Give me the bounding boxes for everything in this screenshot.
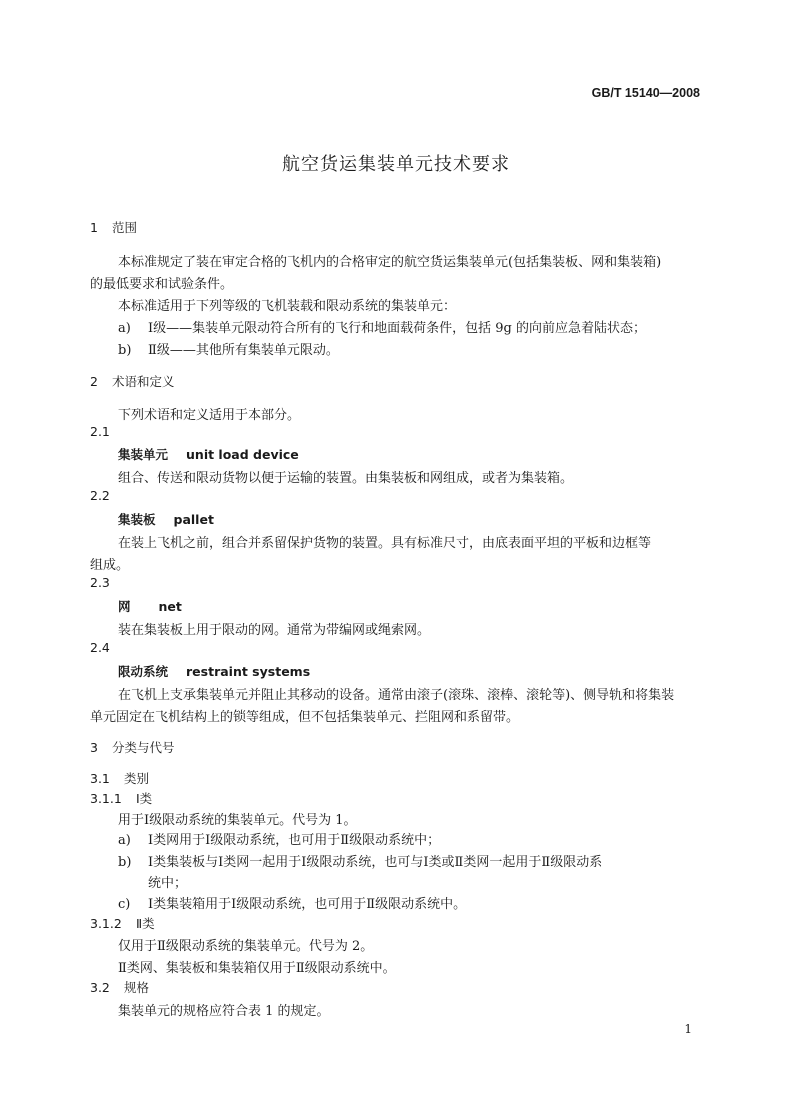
standard-number: GB/T 15140—2008 — [591, 86, 700, 100]
term-2-4-number: 2.4 — [90, 640, 110, 655]
term-2-3-number: 2.3 — [90, 575, 110, 590]
term-2-2-number: 2.2 — [90, 488, 110, 503]
term-2-2-definition-a: 在装上飞机之前，组合并系留保护货物的装置。具有标准尺寸，由底表面平坦的平板和边框等 — [118, 536, 652, 551]
section-3-1-1-intro: 用于Ⅰ级限动系统的集装单元。代号为 1。 — [118, 813, 357, 828]
term-2-2: 集装板 pallet — [118, 512, 214, 527]
term-2-4-definition-b: 单元固定在飞机结构上的锁等组成，但不包括集装单元、拦阻网和系留带。 — [90, 710, 520, 725]
document-title: 航空货运集装单元技术要求 — [282, 154, 510, 175]
section-3-1-1-item-c: c) Ⅰ类集装箱用于Ⅰ级限动系统，也可用于Ⅱ级限动系统中。 — [118, 897, 467, 912]
term-2-2-definition-b: 组成。 — [90, 558, 130, 573]
term-2-1-definition: 组合、传送和限动货物以便于运输的装置。由集装板和网组成，或者为集装箱。 — [118, 471, 574, 486]
section-1-heading: 1 范围 — [90, 220, 138, 235]
section-3-1-1-heading: 3.1.1 Ⅰ类 — [90, 791, 153, 806]
term-2-3: 网 net — [118, 599, 182, 614]
section-3-2-para: 集装单元的规格应符合表 1 的规定。 — [118, 1004, 330, 1019]
section-1-para-1b: 的最低要求和试验条件。 — [90, 277, 234, 292]
section-3-1-2-para-1: 仅用于Ⅱ级限动系统的集装单元。代号为 2。 — [118, 939, 374, 954]
section-3-1-1-item-b: b) Ⅰ类集装板与Ⅰ类网一起用于Ⅰ级限动系统，也可与Ⅰ类或Ⅱ类网一起用于Ⅱ级限动系 — [118, 855, 603, 870]
section-3-1-1-item-a: a) Ⅰ类网用于Ⅰ级限动系统，也可用于Ⅱ级限动系统中； — [118, 833, 441, 848]
section-1-para-1a: 本标准规定了装在审定合格的飞机内的合格审定的航空货运集装单元(包括集装板、网和集装箱) — [118, 255, 662, 270]
section-3-1-2-para-2: Ⅱ类网、集装板和集装箱仅用于Ⅱ级限动系统中。 — [118, 961, 396, 976]
term-2-3-definition: 装在集装板上用于限动的网。通常为带编网或绳索网。 — [118, 623, 431, 638]
section-3-1-heading: 3.1 类别 — [90, 771, 150, 786]
section-2-intro: 下列术语和定义适用于本部分。 — [118, 408, 301, 423]
term-2-4: 限动系统 restraint systems — [118, 664, 311, 679]
term-2-4-definition-a: 在飞机上支承集装单元并阻止其移动的设备。通常由滚子(滚珠、滚棒、滚轮等)、侧导轨和将集装 — [118, 688, 675, 703]
section-1-item-a: a) Ⅰ级——集装单元限动符合所有的飞行和地面载荷条件，包括 9g 的向前应急着陆状态； — [118, 321, 646, 336]
section-1-item-b: b) Ⅱ级——其他所有集装单元限动。 — [118, 343, 339, 358]
section-3-heading: 3 分类与代号 — [90, 740, 175, 755]
section-1-para-2: 本标准适用于下列等级的飞机装载和限动系统的集装单元： — [118, 299, 457, 314]
section-3-1-2-heading: 3.1.2 Ⅱ类 — [90, 916, 155, 931]
section-2-heading: 2 术语和定义 — [90, 374, 175, 389]
term-2-1: 集装单元 unit load device — [118, 447, 299, 462]
page-number: 1 — [684, 1022, 692, 1036]
section-3-2-heading: 3.2 规格 — [90, 980, 150, 995]
term-2-1-number: 2.1 — [90, 424, 110, 439]
section-3-1-1-item-b-cont: 统中； — [148, 876, 188, 891]
